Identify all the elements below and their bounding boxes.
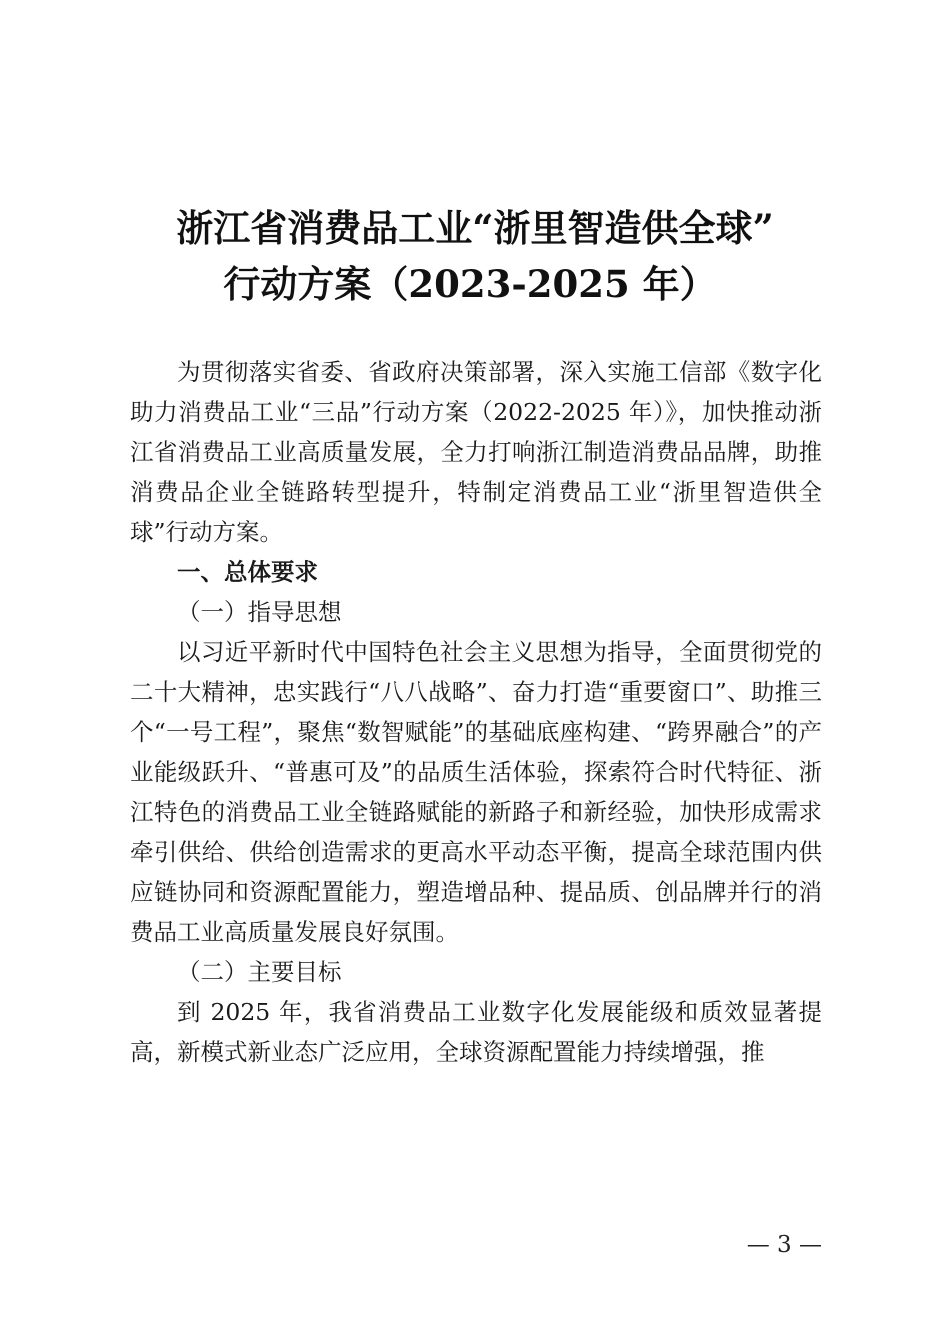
guiding-ideology-paragraph: 以习近平新时代中国特色社会主义思想为指导，全面贯彻党的二十大精神，忠实践行“八八战略”、奋力打造“重要窗口”、助推三个“一号工程”，聚焦“数智赋能”的基础底座构建、“跨界融合”的产业能级跃升、“普惠可及”的品质生活体验，探索符合时代特征、浙江特色的消费品工业全链路赋能的新路子和新经验，加快形成需求牵引供给、供给创造需求的更高水平动态平衡，提高全球范围内供应链协同和资源配置能力，塑造增品种、提品质、创品牌并行的消费品工业高质量发展良好氛围。 [130, 638, 822, 946]
subsection-heading-guiding-ideology: （一）指导思想 [177, 598, 342, 626]
intro-paragraph: 为贯彻落实省委、省政府决策部署，深入实施工信部《数字化助力消费品工业“三品”行动方案（2022-2025 年）》，加快推动浙江省消费品工业高质量发展，全力打响浙江制造消费品品牌，助推消费品企业全链路转型提升，特制定消费品工业“浙里智造供全球”行动方案。 [130, 358, 822, 546]
document-title-line2: 行动方案（2023-2025 年） [223, 262, 717, 306]
section-heading-general-requirements: 一、总体要求 [177, 558, 318, 586]
page-number: — 3 — [746, 1232, 822, 1258]
document-body [130, 352, 822, 1072]
subsection-heading-main-goals: （二）主要目标 [177, 958, 342, 986]
main-goals-paragraph: 到 2025 年，我省消费品工业数字化发展能级和质效显著提高，新模式新业态广泛应用，全球资源配置能力持续增强，推 [130, 998, 822, 1066]
document-title-line1: 浙江省消费品工业“浙里智造供全球” [176, 206, 774, 250]
